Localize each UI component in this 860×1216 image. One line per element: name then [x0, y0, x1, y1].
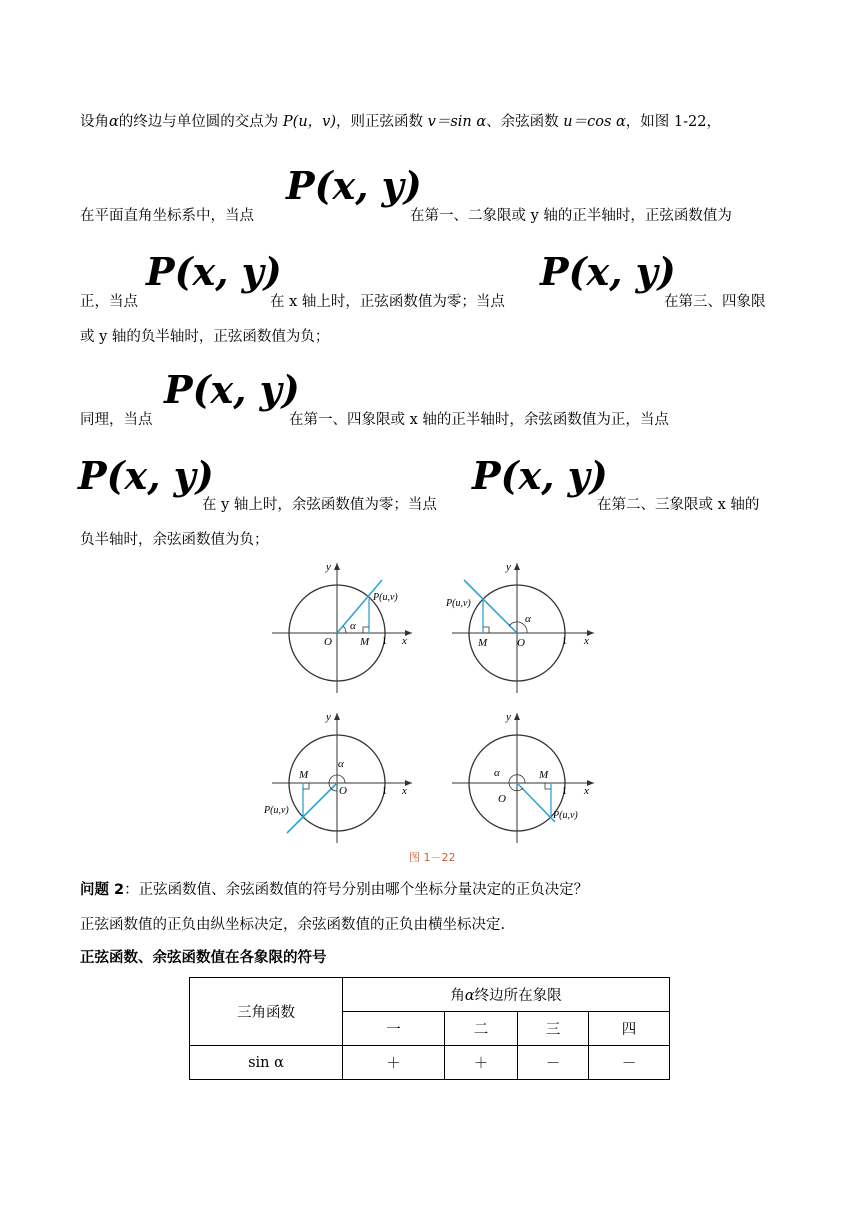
quadrant-header: 四 [589, 1012, 670, 1046]
unit-circle-figure [262, 558, 602, 848]
sine-line-1-text-a: 在平面直角坐标系中，当点 [80, 208, 254, 224]
point-formula-image: P(x, y) [164, 367, 300, 412]
point-formula-image: P(x, y) [540, 249, 676, 294]
point-args: (u，v) [292, 114, 337, 130]
unit-tick-label: 1 [382, 636, 387, 647]
question-label: 问题 2 [80, 882, 125, 898]
angle-label: α [350, 620, 356, 632]
question-text: ：正弦函数值、余弦函数值的符号分别由哪个坐标分量决定的正负决定？ [124, 882, 589, 898]
axis-x-label: x [402, 635, 407, 647]
intro-text-b: 的终边与单位圆的交点为 [118, 114, 283, 130]
sine-line-3: 或 y 轴的负半轴时，正弦函数值为负； [80, 329, 330, 345]
point-formula-image: P(x, y) [78, 453, 214, 498]
unit-tick-label: 1 [562, 786, 567, 797]
point-formula-image: P(x, y) [146, 249, 282, 294]
origin-label: O [517, 637, 525, 649]
function-name-cell: sin α [190, 1046, 343, 1080]
cosine-line-2-text-a: 在 y 轴上时，余弦函数值为零；当点 [202, 497, 437, 513]
axis-x-label: x [584, 635, 589, 647]
panel-quadrant-4 [452, 711, 594, 843]
table-header-function: 三角函数 [190, 978, 343, 1046]
point-label: P(u,v) [373, 592, 398, 603]
point-formula-image: P(x, y) [472, 453, 608, 498]
point-label: P(u,v) [446, 598, 471, 609]
cosine-line-1-text-b: 在第一、四象限或 x 轴的正半轴时，余弦函数值为正，当点 [289, 412, 669, 428]
foot-label: M [478, 637, 488, 649]
intro-text-c: ，则正弦函数 [336, 114, 428, 130]
panel-quadrant-2 [445, 561, 594, 693]
intro-line [80, 110, 721, 131]
axis-y-label: y [326, 561, 331, 573]
header-text-a: 角 [450, 988, 465, 1004]
figure-caption: 图 1－22 [409, 851, 456, 864]
quadrant-header: 三 [518, 1012, 589, 1046]
sign-cell: － [518, 1046, 589, 1080]
quadrant-header: 一 [343, 1012, 445, 1046]
axis-y-label: y [506, 561, 511, 573]
axis-x-label: x [584, 785, 589, 797]
angle-label: α [525, 613, 531, 625]
point-letter: P [282, 114, 293, 130]
sine-line-2-text-a: 正，当点 [80, 294, 138, 310]
sign-cell: － [589, 1046, 670, 1080]
panel-quadrant-1 [272, 561, 412, 693]
intro-text-e: ，如图 1-22， [625, 114, 721, 130]
unit-tick-label: 1 [382, 786, 387, 797]
point-formula-image: P(x, y) [286, 163, 422, 208]
answer-line: 正弦函数值的正负由纵坐标决定，余弦函数值的正负由横坐标决定. [80, 917, 506, 933]
cosine-equation: u＝cos α [563, 114, 626, 130]
header-text-b: 终边所在象限 [474, 988, 562, 1004]
origin-label: O [339, 785, 347, 797]
sine-line-2-text-b: 在 x 轴上时，正弦函数值为零；当点 [270, 294, 505, 310]
axis-y-label: y [506, 711, 511, 723]
cosine-line-2-text-b: 在第二、三象限或 x 轴的 [597, 497, 760, 513]
panel-quadrant-3 [263, 711, 412, 843]
sine-equation: v＝sin α [427, 114, 487, 130]
foot-label: M [360, 636, 370, 648]
sine-line-1-text-b: 在第一、二象限或 y 轴的正半轴时，正弦函数值为 [410, 208, 732, 224]
point-label: P(u,v) [553, 810, 578, 821]
foot-label: M [539, 769, 549, 781]
cosine-line-1-text-a: 同理，当点 [80, 412, 153, 428]
origin-label: O [498, 793, 506, 805]
point-label: P(u,v) [264, 805, 289, 816]
sign-cell: ＋ [445, 1046, 518, 1080]
header-alpha: α [464, 988, 475, 1004]
table-heading: 正弦函数、余弦函数值在各象限的符号 [80, 950, 327, 966]
angle-label: α [494, 767, 500, 779]
cosine-line-3: 负半轴时，余弦函数值为负； [80, 532, 269, 548]
axis-y-label: y [326, 711, 331, 723]
alpha-symbol: α [109, 114, 119, 130]
sine-line-2-text-c: 在第三、四象限 [664, 294, 766, 310]
origin-label: O [324, 636, 332, 648]
sign-cell: ＋ [343, 1046, 445, 1080]
axis-x-label: x [402, 785, 407, 797]
foot-label: M [299, 769, 309, 781]
table-row [190, 1046, 670, 1080]
angle-label: α [338, 758, 344, 770]
table-header-quadrant [343, 978, 670, 1012]
intro-text-a: 设角 [80, 114, 109, 130]
sign-table [189, 977, 670, 1080]
intro-text-d: 、余弦函数 [486, 114, 564, 130]
unit-tick-label: 1 [562, 636, 567, 647]
question-line [80, 878, 588, 899]
quadrant-header: 二 [445, 1012, 518, 1046]
